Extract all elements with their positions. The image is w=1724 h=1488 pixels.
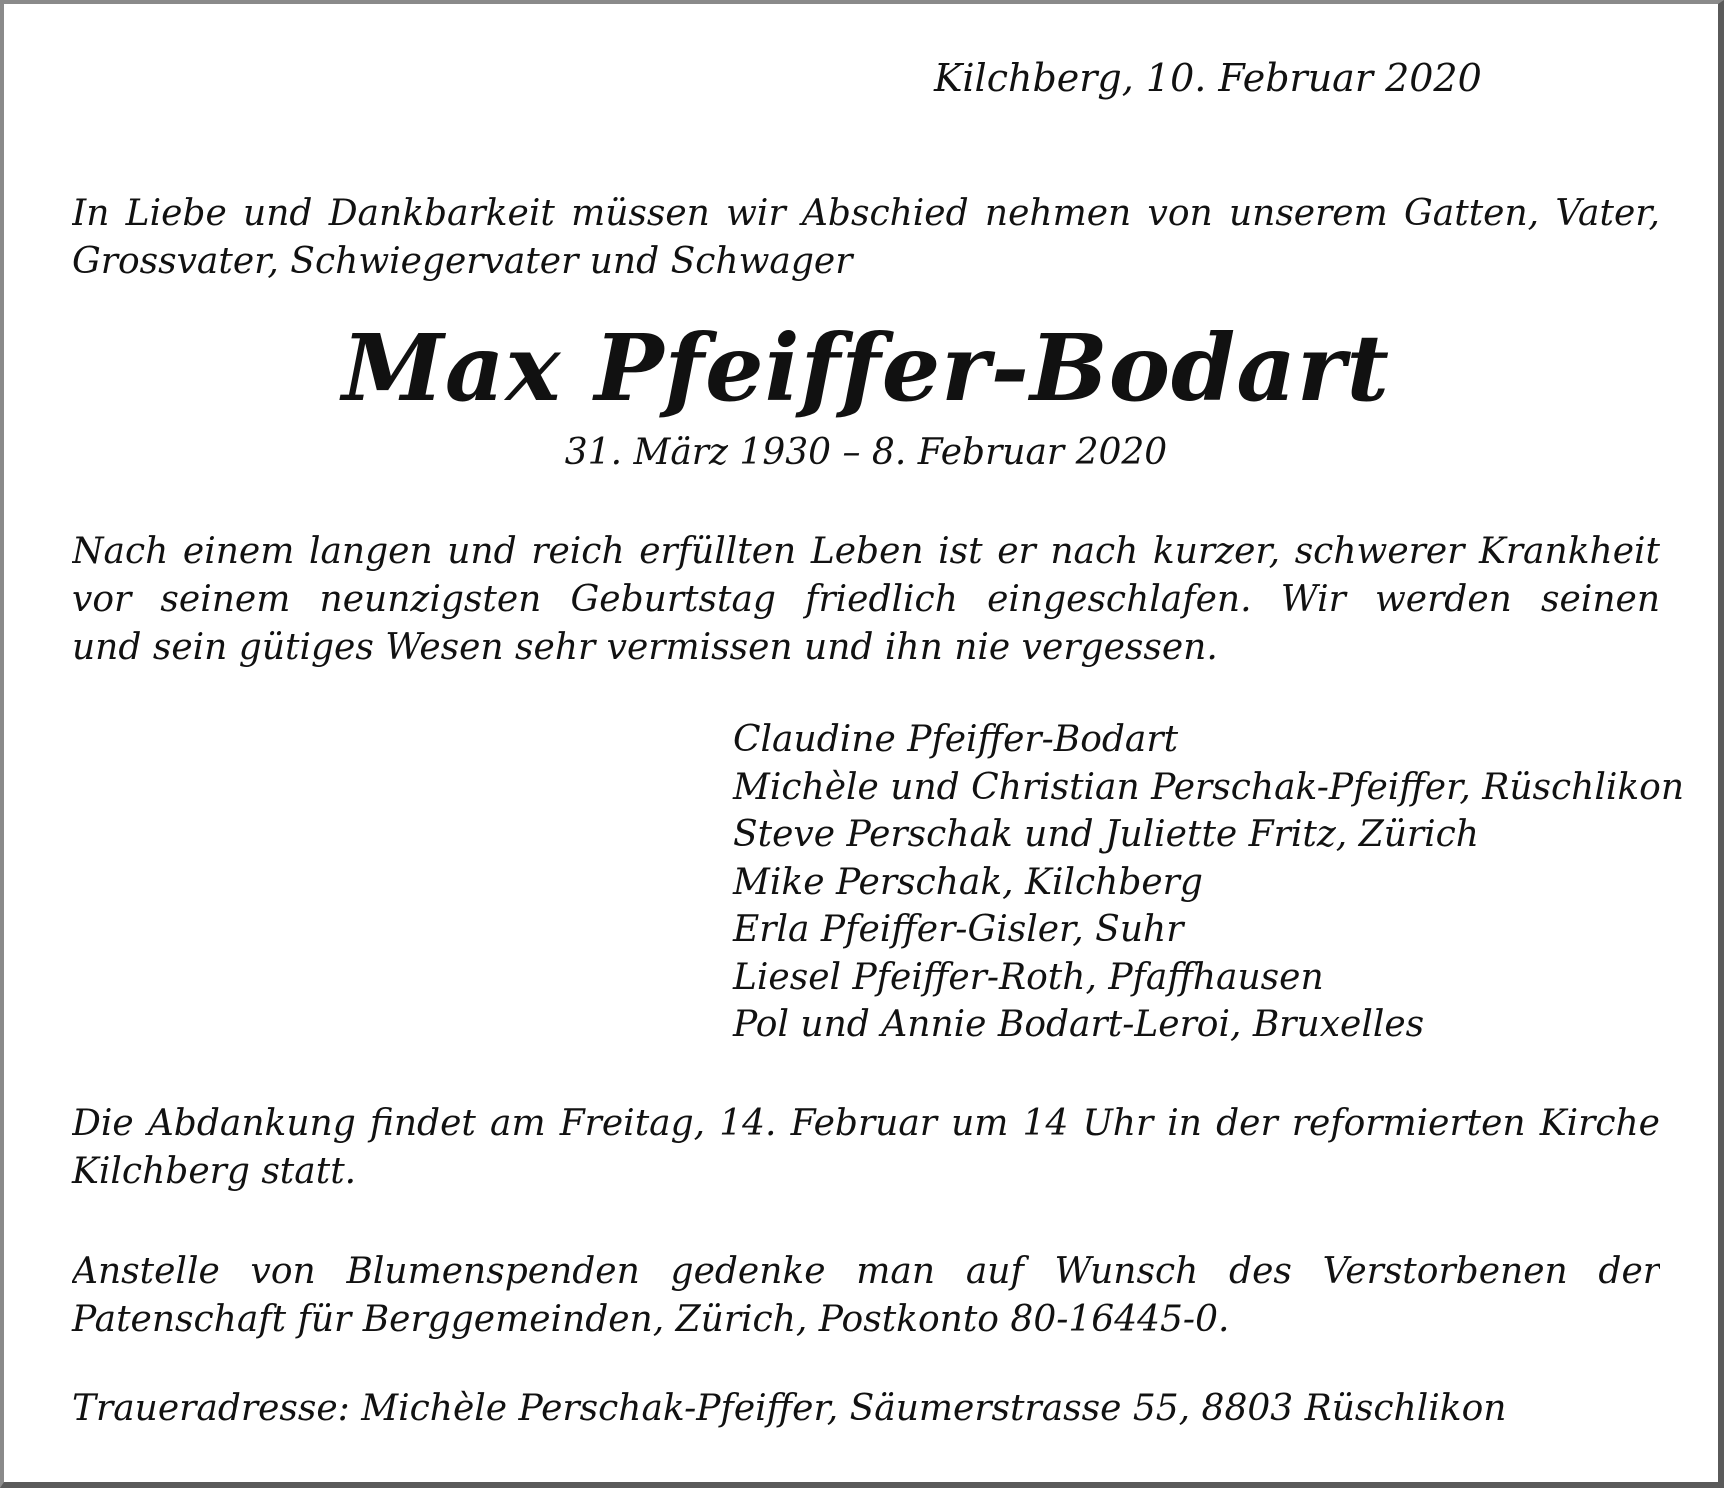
mourner-entry: Mike Perschak, Kilchberg [733, 861, 1203, 903]
intro-line: In Liebe und Dankbarkeit müssen wir Abschied nehmen von unserem Gatten, Vater, [72, 193, 1660, 234]
intro-line: Grossvater, Schwiegervater und Schwager [72, 241, 853, 282]
service-line: Kilchberg statt. [72, 1151, 357, 1192]
service-line: Die Abdankung findet am Freitag, 14. Februar um 14 Uhr in der reformierten Kirche [72, 1103, 1660, 1144]
intro-paragraph [72, 190, 1660, 286]
mourner-entry: Claudine Pfeiffer-Bodart [733, 719, 1179, 760]
mourner-entry: Erla Pfeiffer-Gisler, Suhr [733, 909, 1184, 950]
tribute-line: vor seinem neunzigsten Geburtstag friedlich eingeschlafen. Wir werden seinen [72, 579, 1660, 620]
life-dates: 31. März 1930 – 8. Februar 2020 [564, 432, 1168, 473]
mourner-entry: Pol und Annie Bodart-Leroi, Bruxelles [733, 1004, 1425, 1045]
mourners-list [733, 716, 1684, 1049]
service-paragraph [72, 1100, 1660, 1196]
mourner-entry: Liesel Pfeiffer-Roth, Pfaffhausen [733, 956, 1324, 998]
tribute-line: Nach einem langen und reich erfüllten Leben ist er nach kurzer, schwerer Krankheit [72, 531, 1660, 572]
mourner-entry: Michèle und Christian Perschak-Pfeiffer, Rüschlikon [733, 766, 1685, 808]
mourning-address: Traueradresse: Michèle Perschak-Pfeiffer, Säumerstrasse 55, 8803 Rüschlikon [72, 1388, 1507, 1429]
donation-paragraph [72, 1248, 1660, 1344]
tribute-line: und sein gütiges Wesen sehr vermissen und ihn nie vergessen. [72, 627, 1218, 668]
donation-line: Anstelle von Blumenspenden gedenke man auf Wunsch des Verstorbenen der [72, 1251, 1660, 1292]
donation-line: Patenschaft für Berggemeinden, Zürich, Postkonto 80-16445-0. [72, 1299, 1230, 1340]
place-date: Kilchberg, 10. Februar 2020 [934, 56, 1482, 100]
tribute-paragraph [72, 528, 1660, 672]
mourner-entry: Steve Perschak und Juliette Fritz, Zürich [733, 814, 1479, 855]
deceased-name: Max Pfeiffer-Bodart [342, 314, 1390, 422]
